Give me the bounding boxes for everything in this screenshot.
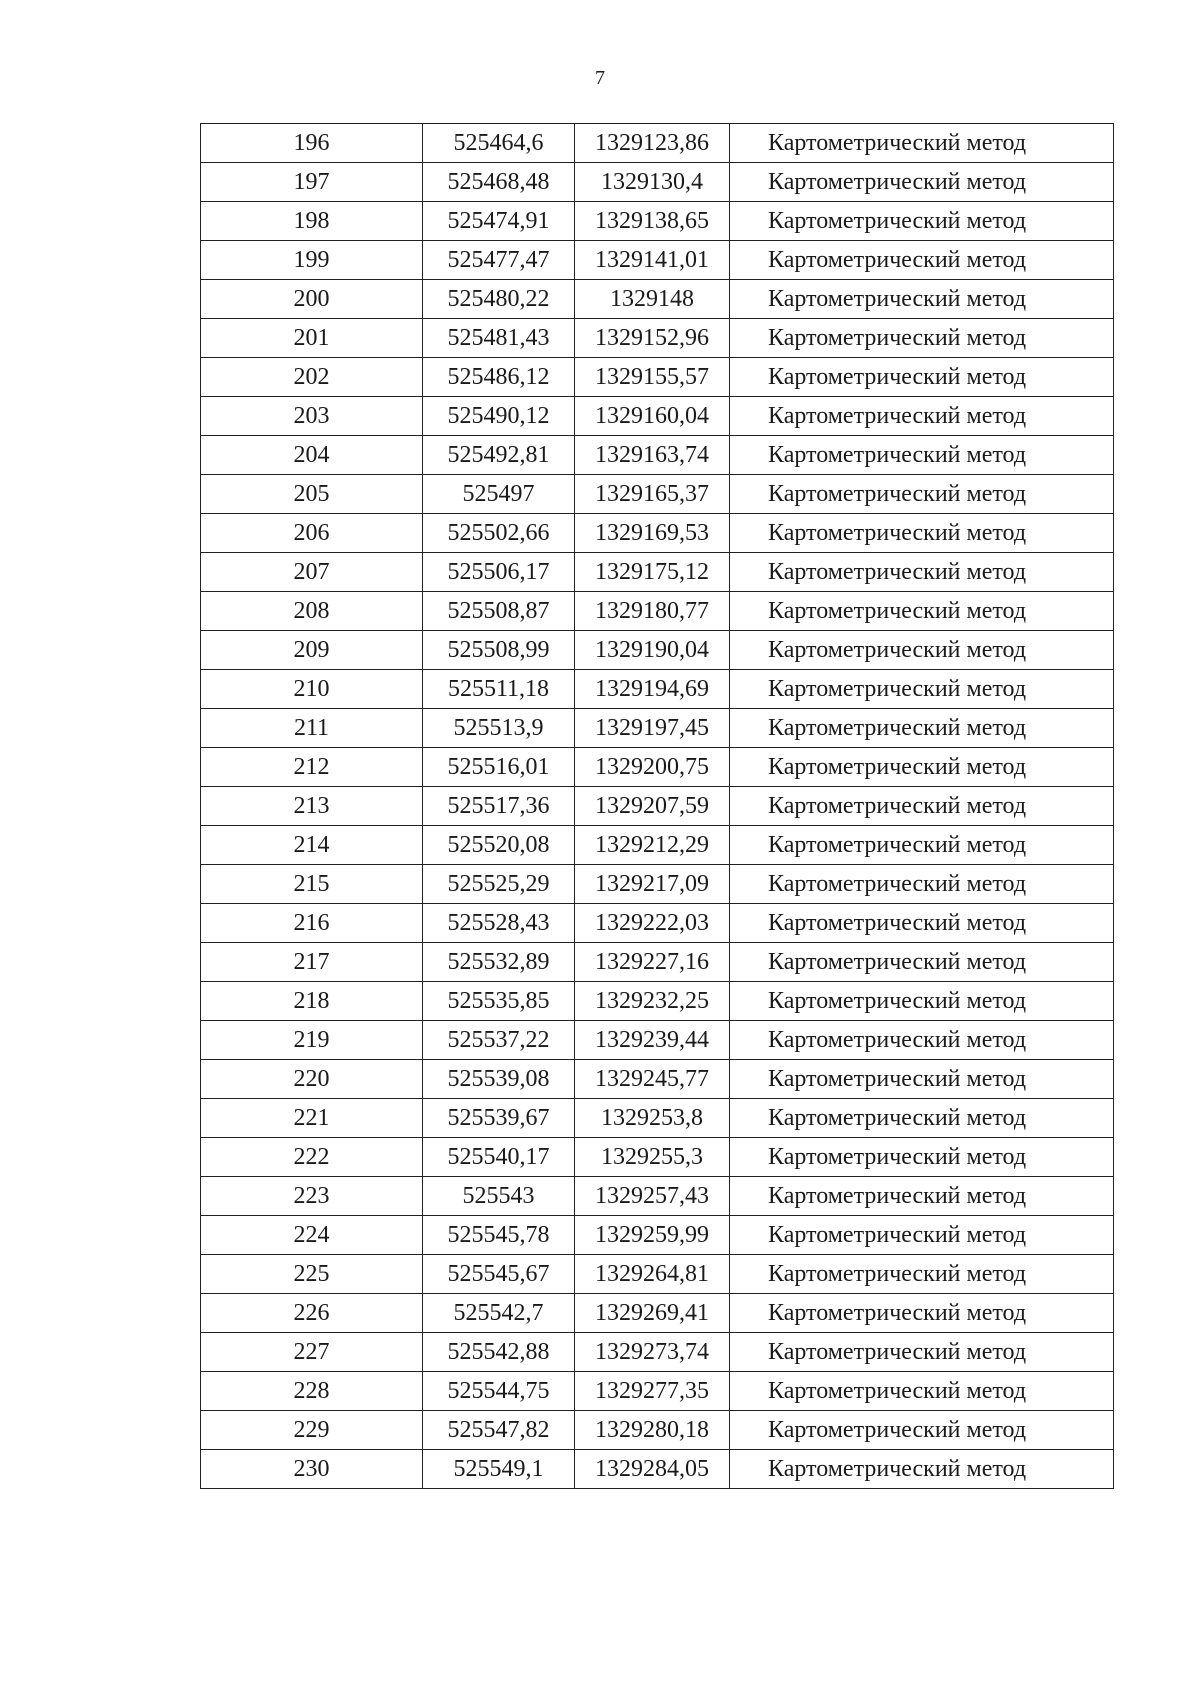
table-row (201, 553, 1114, 592)
method-cell: Картометрический метод (730, 1216, 1114, 1255)
point-number-cell: 209 (201, 631, 423, 670)
method-cell: Картометрический метод (730, 1294, 1114, 1333)
method-cell: Картометрический метод (730, 1372, 1114, 1411)
table-row (201, 124, 1114, 163)
x-coordinate-cell: 525477,47 (423, 241, 575, 280)
method-cell: Картометрический метод (730, 475, 1114, 514)
table-row (201, 1333, 1114, 1372)
point-number-cell: 219 (201, 1021, 423, 1060)
method-cell: Картометрический метод (730, 280, 1114, 319)
point-number-cell: 230 (201, 1450, 423, 1489)
y-coordinate-cell: 1329280,18 (575, 1411, 730, 1450)
y-coordinate-cell: 1329217,09 (575, 865, 730, 904)
coordinates-table (200, 123, 1114, 1489)
table-row (201, 982, 1114, 1021)
x-coordinate-cell: 525542,7 (423, 1294, 575, 1333)
table-row (201, 943, 1114, 982)
x-coordinate-cell: 525544,75 (423, 1372, 575, 1411)
table-row (201, 1294, 1114, 1333)
x-coordinate-cell: 525539,67 (423, 1099, 575, 1138)
x-coordinate-cell: 525474,91 (423, 202, 575, 241)
point-number-cell: 206 (201, 514, 423, 553)
x-coordinate-cell: 525540,17 (423, 1138, 575, 1177)
y-coordinate-cell: 1329130,4 (575, 163, 730, 202)
x-coordinate-cell: 525492,81 (423, 436, 575, 475)
y-coordinate-cell: 1329245,77 (575, 1060, 730, 1099)
table-row (201, 592, 1114, 631)
table-row (201, 1216, 1114, 1255)
x-coordinate-cell: 525464,6 (423, 124, 575, 163)
table-row (201, 748, 1114, 787)
method-cell: Картометрический метод (730, 163, 1114, 202)
table-row (201, 1450, 1114, 1489)
method-cell: Картометрический метод (730, 1255, 1114, 1294)
y-coordinate-cell: 1329253,8 (575, 1099, 730, 1138)
method-cell: Картометрический метод (730, 631, 1114, 670)
y-coordinate-cell: 1329163,74 (575, 436, 730, 475)
point-number-cell: 204 (201, 436, 423, 475)
method-cell: Картометрический метод (730, 1099, 1114, 1138)
table-row (201, 1177, 1114, 1216)
table-row (201, 358, 1114, 397)
point-number-cell: 198 (201, 202, 423, 241)
y-coordinate-cell: 1329169,53 (575, 514, 730, 553)
x-coordinate-cell: 525517,36 (423, 787, 575, 826)
point-number-cell: 210 (201, 670, 423, 709)
x-coordinate-cell: 525532,89 (423, 943, 575, 982)
point-number-cell: 223 (201, 1177, 423, 1216)
table-row (201, 787, 1114, 826)
y-coordinate-cell: 1329200,75 (575, 748, 730, 787)
point-number-cell: 216 (201, 904, 423, 943)
method-cell: Картометрический метод (730, 1450, 1114, 1489)
table-row (201, 1255, 1114, 1294)
point-number-cell: 214 (201, 826, 423, 865)
x-coordinate-cell: 525545,78 (423, 1216, 575, 1255)
y-coordinate-cell: 1329180,77 (575, 592, 730, 631)
table-row (201, 709, 1114, 748)
point-number-cell: 224 (201, 1216, 423, 1255)
y-coordinate-cell: 1329227,16 (575, 943, 730, 982)
x-coordinate-cell: 525506,17 (423, 553, 575, 592)
method-cell: Картометрический метод (730, 553, 1114, 592)
table-row (201, 1099, 1114, 1138)
table-row (201, 826, 1114, 865)
method-cell: Картометрический метод (730, 514, 1114, 553)
y-coordinate-cell: 1329257,43 (575, 1177, 730, 1216)
point-number-cell: 221 (201, 1099, 423, 1138)
method-cell: Картометрический метод (730, 1060, 1114, 1099)
table-row (201, 202, 1114, 241)
method-cell: Картометрический метод (730, 358, 1114, 397)
table-row (201, 397, 1114, 436)
point-number-cell: 226 (201, 1294, 423, 1333)
point-number-cell: 211 (201, 709, 423, 748)
y-coordinate-cell: 1329138,65 (575, 202, 730, 241)
x-coordinate-cell: 525543 (423, 1177, 575, 1216)
x-coordinate-cell: 525502,66 (423, 514, 575, 553)
x-coordinate-cell: 525549,1 (423, 1450, 575, 1489)
x-coordinate-cell: 525508,99 (423, 631, 575, 670)
method-cell: Картометрический метод (730, 1138, 1114, 1177)
y-coordinate-cell: 1329273,74 (575, 1333, 730, 1372)
y-coordinate-cell: 1329284,05 (575, 1450, 730, 1489)
x-coordinate-cell: 525490,12 (423, 397, 575, 436)
method-cell: Картометрический метод (730, 1177, 1114, 1216)
point-number-cell: 229 (201, 1411, 423, 1450)
table-row (201, 1060, 1114, 1099)
y-coordinate-cell: 1329212,29 (575, 826, 730, 865)
x-coordinate-cell: 525525,29 (423, 865, 575, 904)
method-cell: Картометрический метод (730, 904, 1114, 943)
point-number-cell: 200 (201, 280, 423, 319)
x-coordinate-cell: 525537,22 (423, 1021, 575, 1060)
point-number-cell: 207 (201, 553, 423, 592)
x-coordinate-cell: 525520,08 (423, 826, 575, 865)
method-cell: Картометрический метод (730, 943, 1114, 982)
method-cell: Картометрический метод (730, 748, 1114, 787)
x-coordinate-cell: 525516,01 (423, 748, 575, 787)
point-number-cell: 205 (201, 475, 423, 514)
y-coordinate-cell: 1329197,45 (575, 709, 730, 748)
method-cell: Картометрический метод (730, 709, 1114, 748)
table-row (201, 1138, 1114, 1177)
method-cell: Картометрический метод (730, 319, 1114, 358)
x-coordinate-cell: 525481,43 (423, 319, 575, 358)
x-coordinate-cell: 525486,12 (423, 358, 575, 397)
y-coordinate-cell: 1329165,37 (575, 475, 730, 514)
x-coordinate-cell: 525539,08 (423, 1060, 575, 1099)
table-row (201, 280, 1114, 319)
y-coordinate-cell: 1329148 (575, 280, 730, 319)
table-row (201, 904, 1114, 943)
coordinates-table-body (201, 124, 1114, 1489)
method-cell: Картометрический метод (730, 865, 1114, 904)
point-number-cell: 218 (201, 982, 423, 1021)
table-row (201, 241, 1114, 280)
page-number: 7 (595, 67, 605, 89)
y-coordinate-cell: 1329141,01 (575, 241, 730, 280)
x-coordinate-cell: 525542,88 (423, 1333, 575, 1372)
y-coordinate-cell: 1329207,59 (575, 787, 730, 826)
y-coordinate-cell: 1329194,69 (575, 670, 730, 709)
y-coordinate-cell: 1329190,04 (575, 631, 730, 670)
x-coordinate-cell: 525547,82 (423, 1411, 575, 1450)
method-cell: Картометрический метод (730, 1411, 1114, 1450)
y-coordinate-cell: 1329155,57 (575, 358, 730, 397)
point-number-cell: 225 (201, 1255, 423, 1294)
table-row (201, 319, 1114, 358)
table-row (201, 475, 1114, 514)
point-number-cell: 227 (201, 1333, 423, 1372)
point-number-cell: 208 (201, 592, 423, 631)
y-coordinate-cell: 1329277,35 (575, 1372, 730, 1411)
point-number-cell: 197 (201, 163, 423, 202)
point-number-cell: 203 (201, 397, 423, 436)
x-coordinate-cell: 525497 (423, 475, 575, 514)
point-number-cell: 215 (201, 865, 423, 904)
x-coordinate-cell: 525508,87 (423, 592, 575, 631)
y-coordinate-cell: 1329255,3 (575, 1138, 730, 1177)
x-coordinate-cell: 525480,22 (423, 280, 575, 319)
y-coordinate-cell: 1329269,41 (575, 1294, 730, 1333)
y-coordinate-cell: 1329264,81 (575, 1255, 730, 1294)
method-cell: Картометрический метод (730, 1021, 1114, 1060)
y-coordinate-cell: 1329152,96 (575, 319, 730, 358)
table-row (201, 631, 1114, 670)
point-number-cell: 220 (201, 1060, 423, 1099)
method-cell: Картометрический метод (730, 787, 1114, 826)
point-number-cell: 228 (201, 1372, 423, 1411)
table-row (201, 1372, 1114, 1411)
x-coordinate-cell: 525535,85 (423, 982, 575, 1021)
point-number-cell: 202 (201, 358, 423, 397)
method-cell: Картометрический метод (730, 202, 1114, 241)
table-row (201, 865, 1114, 904)
x-coordinate-cell: 525545,67 (423, 1255, 575, 1294)
x-coordinate-cell: 525513,9 (423, 709, 575, 748)
y-coordinate-cell: 1329239,44 (575, 1021, 730, 1060)
table-row (201, 436, 1114, 475)
y-coordinate-cell: 1329175,12 (575, 553, 730, 592)
point-number-cell: 222 (201, 1138, 423, 1177)
y-coordinate-cell: 1329123,86 (575, 124, 730, 163)
point-number-cell: 199 (201, 241, 423, 280)
point-number-cell: 196 (201, 124, 423, 163)
method-cell: Картометрический метод (730, 826, 1114, 865)
method-cell: Картометрический метод (730, 1333, 1114, 1372)
y-coordinate-cell: 1329222,03 (575, 904, 730, 943)
method-cell: Картометрический метод (730, 982, 1114, 1021)
method-cell: Картометрический метод (730, 436, 1114, 475)
table-row (201, 163, 1114, 202)
table-row (201, 1021, 1114, 1060)
table-row (201, 1411, 1114, 1450)
y-coordinate-cell: 1329160,04 (575, 397, 730, 436)
point-number-cell: 212 (201, 748, 423, 787)
table-row (201, 670, 1114, 709)
method-cell: Картометрический метод (730, 124, 1114, 163)
x-coordinate-cell: 525528,43 (423, 904, 575, 943)
x-coordinate-cell: 525511,18 (423, 670, 575, 709)
method-cell: Картометрический метод (730, 670, 1114, 709)
table-row (201, 514, 1114, 553)
point-number-cell: 213 (201, 787, 423, 826)
method-cell: Картометрический метод (730, 592, 1114, 631)
y-coordinate-cell: 1329232,25 (575, 982, 730, 1021)
method-cell: Картометрический метод (730, 397, 1114, 436)
method-cell: Картометрический метод (730, 241, 1114, 280)
point-number-cell: 217 (201, 943, 423, 982)
y-coordinate-cell: 1329259,99 (575, 1216, 730, 1255)
point-number-cell: 201 (201, 319, 423, 358)
x-coordinate-cell: 525468,48 (423, 163, 575, 202)
